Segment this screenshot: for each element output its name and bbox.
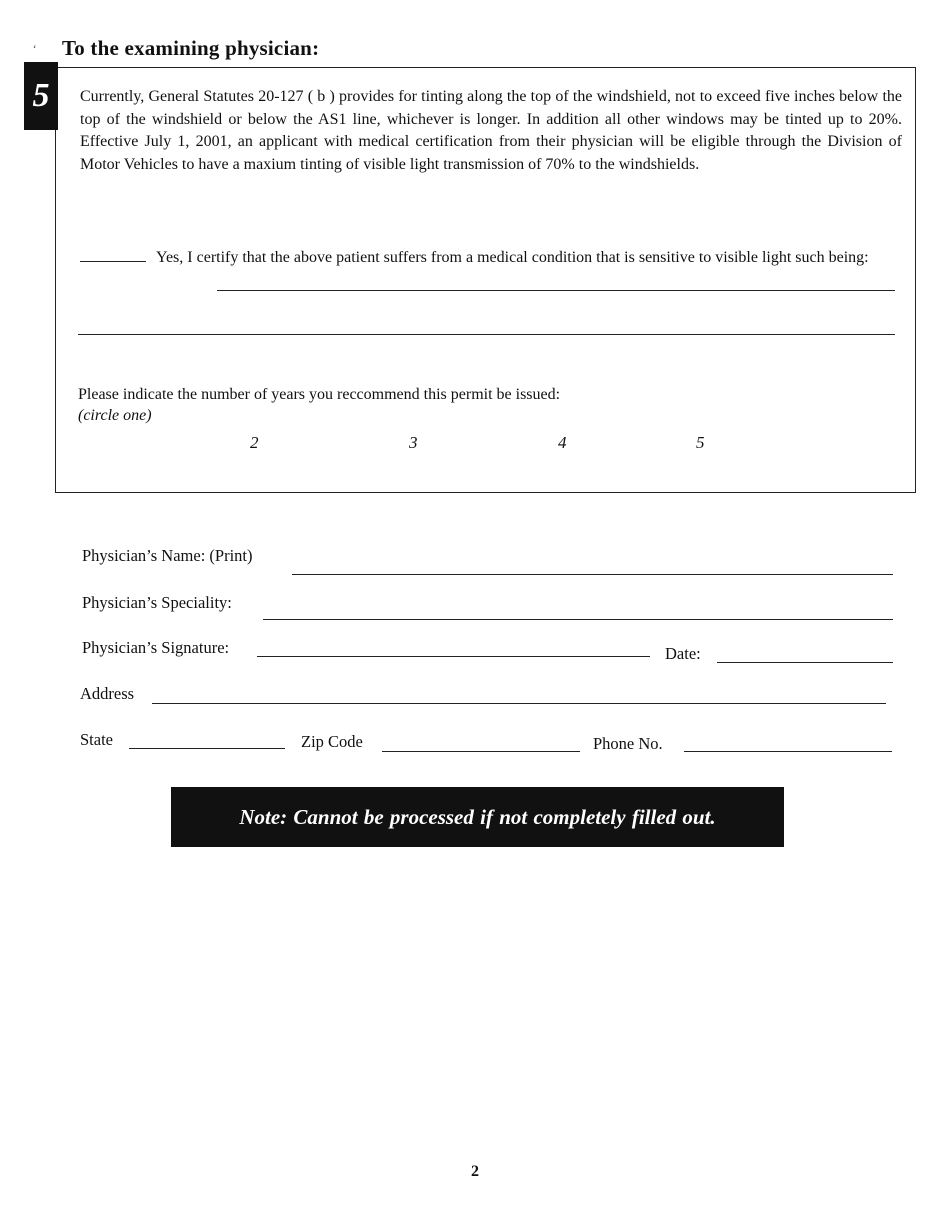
date-field[interactable] xyxy=(717,662,893,663)
margin-mark: ʻ xyxy=(32,42,36,56)
circle-one-instruction: (circle one) xyxy=(78,407,152,424)
physician-signature-field[interactable] xyxy=(257,656,650,657)
address-field[interactable] xyxy=(152,703,886,704)
physician-signature-label: Physician’s Signature: xyxy=(82,638,230,657)
statute-paragraph: Currently, General Statutes 20-127 ( b ) provides for tinting along the top of the windshield, not to exceed five inches below the top of the windshield or below the AS1 line, whichever is longer. In addition all other windows may be tinted up to 20%. Effective July 1, 2001, an applicant with medical certification from their physician will be eligible through the Division of Motor Vehicles to have a maxium tinting of visible light transmission of 70% to the windshields. xyxy=(80,88,902,173)
years-prompt: Please indicate the number of years you reccommend this permit be issued: xyxy=(78,386,561,403)
condition-input-line-2[interactable] xyxy=(78,334,895,335)
year-option-5[interactable]: 5 xyxy=(696,433,705,452)
section-number-badge: 5 xyxy=(24,62,58,130)
physician-speciality-label: Physician’s Speciality: xyxy=(82,593,232,612)
state-label: State xyxy=(80,730,113,749)
address-label: Address xyxy=(80,684,135,703)
certify-statement xyxy=(80,246,902,269)
year-option-2[interactable]: 2 xyxy=(250,433,259,452)
page-title: To the examining physician: xyxy=(62,36,320,60)
condition-input-line-1[interactable] xyxy=(217,290,895,291)
certify-text: Yes, I certify that the above patient suffers from a medical condition that is sensitive to visible light such being: xyxy=(156,249,869,266)
certify-checkline[interactable] xyxy=(80,249,146,262)
physician-name-label: Physician’s Name: (Print) xyxy=(82,546,253,565)
phone-no-label: Phone No. xyxy=(593,734,663,753)
note-banner: Note: Cannot be processed if not completely filled out. xyxy=(171,787,784,847)
state-field[interactable] xyxy=(129,748,285,749)
date-label: Date: xyxy=(665,644,701,663)
phone-no-field[interactable] xyxy=(684,751,892,752)
zip-code-field[interactable] xyxy=(382,751,580,752)
physician-speciality-field[interactable] xyxy=(263,619,893,620)
page-number: 2 xyxy=(471,1163,479,1180)
zip-code-label: Zip Code xyxy=(301,732,363,751)
year-option-3[interactable]: 3 xyxy=(409,433,418,452)
year-option-4[interactable]: 4 xyxy=(558,433,567,452)
physician-name-field[interactable] xyxy=(292,574,893,575)
